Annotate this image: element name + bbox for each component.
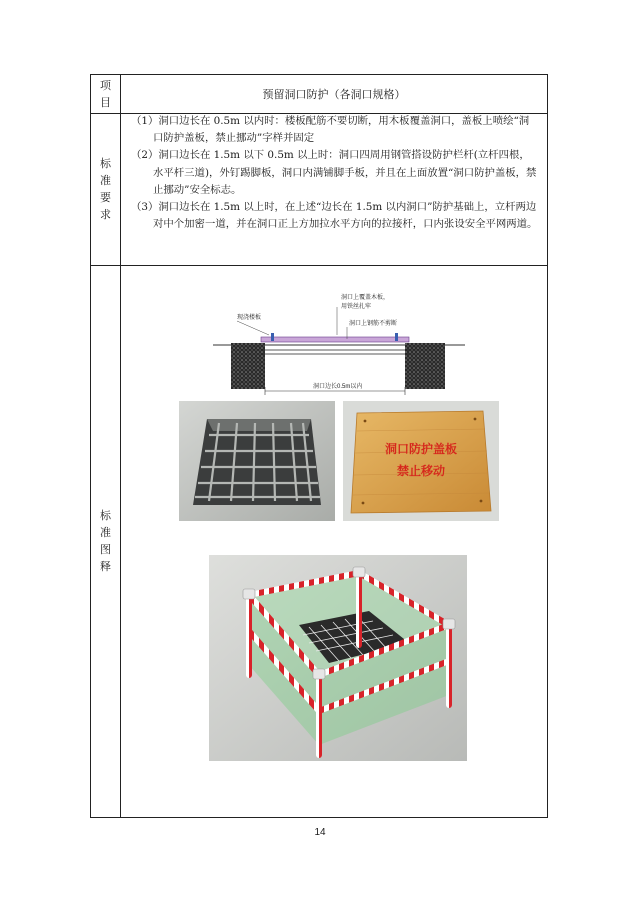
cover-board-image bbox=[343, 401, 499, 521]
diagram-label-slab: 现浇楼板 bbox=[237, 315, 262, 321]
diagram-label-rebar: 洞口上钢筋不剪断 bbox=[349, 321, 398, 327]
figures-label-char: 释 bbox=[100, 560, 111, 573]
cover-board-text-2: 禁止移动 bbox=[396, 464, 446, 478]
requirements-label-char: 标 bbox=[100, 157, 111, 170]
diagram-label-nail: 用铁丝扎牢 bbox=[341, 304, 372, 310]
page-number: 14 bbox=[314, 827, 326, 838]
figures-label-char: 标 bbox=[100, 509, 111, 522]
diagram-label-cover: 洞口上覆盖木板， bbox=[341, 295, 390, 301]
figures-label bbox=[91, 265, 120, 817]
requirements-label-char: 要 bbox=[100, 191, 111, 204]
diagram-label-dim: 洞口边长0.5m以内 bbox=[313, 384, 363, 390]
header-label bbox=[91, 75, 120, 113]
figures-label-char: 准 bbox=[100, 526, 111, 539]
spec-table bbox=[90, 74, 548, 818]
requirement-item: （2）洞口边长在 1.5m 以下 0.5m 以上时：洞口四周用钢管搭设防护栏杆(立杆四根，水平杆三道)，外钉踢脚板，洞口内满铺脚手板，并且在上面放置“洞口防护盖板，禁止挪动”安全标志。 bbox=[131, 149, 537, 196]
cover-board-text-1: 洞口防护盖板 bbox=[384, 442, 458, 456]
requirement-item: （1）洞口边长在 0.5m 以内时：楼板配筋不要切断，用木板覆盖洞口，盖板上喷绘“洞口防护盖板，禁止挪动”字样并固定 bbox=[131, 115, 530, 145]
figures-area bbox=[121, 265, 547, 817]
header-label-char: 项 bbox=[100, 79, 111, 92]
guardrail-image bbox=[209, 555, 467, 761]
cover-plank bbox=[261, 337, 409, 342]
figures-label-char: 图 bbox=[100, 543, 111, 556]
requirements-text bbox=[127, 113, 539, 233]
requirements-label-char: 求 bbox=[100, 208, 111, 221]
header-label-char: 目 bbox=[100, 96, 111, 109]
section-diagram bbox=[209, 287, 469, 399]
rebar-grid-image bbox=[179, 401, 335, 521]
slab-right bbox=[405, 343, 445, 389]
requirement-item: （3）洞口边长在 1.5m 以上时，在上述“边长在 1.5m 以内洞口”防护基础上，立杆两边对中个加密一道，并在洞口正上方加拉水平方向的拉接杆，口内张设安全平网两道。 bbox=[131, 201, 538, 231]
requirements-label-char: 准 bbox=[100, 174, 111, 187]
requirements-label bbox=[91, 113, 120, 265]
table-title: 预留洞口防护（各洞口规格） bbox=[262, 88, 406, 101]
slab-left bbox=[231, 343, 265, 389]
